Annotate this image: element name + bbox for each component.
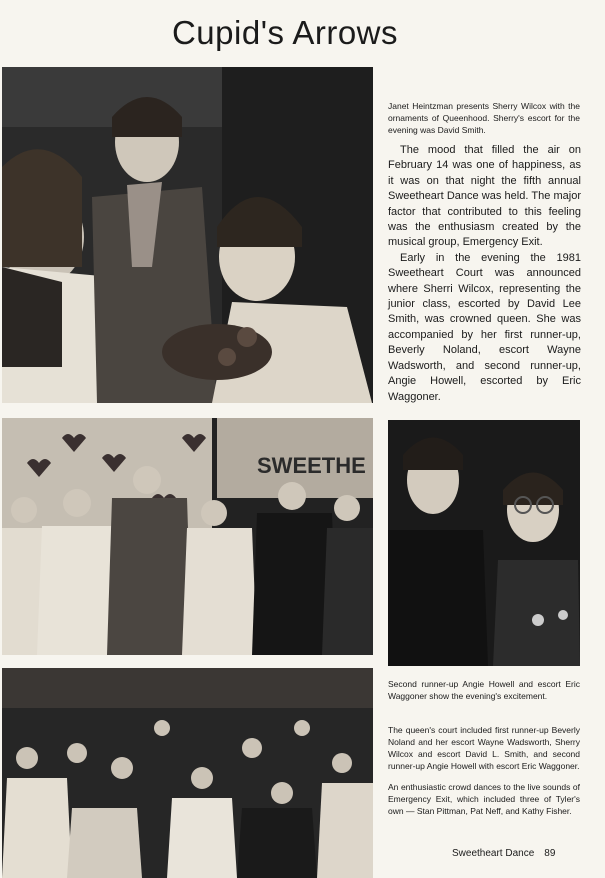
- runnerup-photo: [388, 420, 580, 666]
- crowning-caption: Janet Heintzman presents Sherry Wilcox with the ornaments of Queenhood. Sherry's escort for the evening was David Smith.: [388, 101, 580, 135]
- story-paragraph: Early in the evening the 1981 Sweetheart Court was announced where Sherri Wilcox, representing the junior class, escorted by David Lee Smith, was crowned queen. She was accompanied by her first runner-up, Beverly Noland, escort Wayne Wadsworth, and second runner-up, Angie Howell, escorted by Eric Waggoner.: [388, 251, 581, 403]
- court-photo: [2, 418, 373, 655]
- runnerup-caption: Second runner-up Angie Howell and escort Eric Waggoner show the evening's excitement.: [388, 679, 580, 701]
- crowning-photo: [2, 67, 373, 403]
- banner-text: SWEETHE: [257, 453, 366, 478]
- dance-photo: [2, 668, 373, 878]
- page-title: Cupid's Arrows: [171, 14, 399, 51]
- page-footer: [452, 848, 555, 859]
- story-text: [388, 143, 581, 405]
- court-caption: The queen's court included first runner-up Beverly Noland and her escort Wayne Wadsworth, Sherry Wilcox and escort David L. Smith, and second runner-up Angie Howell with escort Eric Waggoner.: [388, 725, 580, 771]
- dance-caption: An enthusiastic crowd dances to the live sounds of Emergency Exit, which included three of Tyler's own — Stan Pittman, Pat Neff, and Kathy Fisher.: [388, 782, 580, 816]
- section-name: Sweetheart Dance: [452, 848, 535, 859]
- page-number: 89: [544, 848, 556, 859]
- story-paragraph: The mood that filled the air on February 14 was one of happiness, as it was on that night the fifth annual Sweetheart Dance was held. The major factor that contributed to this feeling was the enthusiasm created by the musical group, Emergency Exit.: [388, 144, 581, 249]
